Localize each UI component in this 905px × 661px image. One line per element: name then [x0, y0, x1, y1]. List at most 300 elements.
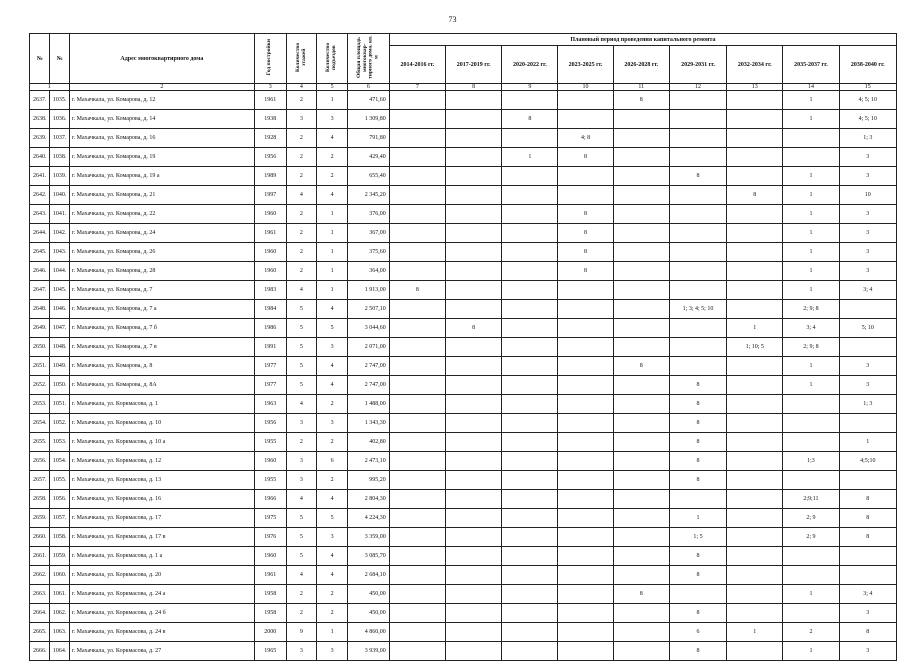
row-period-cell: [783, 395, 839, 414]
row-local-number: 1060.: [50, 566, 69, 585]
row-period-cell: [727, 110, 783, 129]
row-period-cell: 8: [669, 642, 726, 661]
row-period-cell: [558, 623, 613, 642]
row-year: 1960: [254, 262, 286, 281]
table-row: [30, 357, 897, 376]
row-period-cell: 2; 9: [783, 528, 839, 547]
row-year: 1958: [254, 604, 286, 623]
row-period-cell: [502, 528, 558, 547]
row-period-cell: 4; 5; 10: [839, 110, 896, 129]
row-period-cell: 8: [558, 148, 613, 167]
row-area: 3 044,60: [347, 319, 389, 338]
row-floors: 5: [286, 528, 317, 547]
row-period-cell: 1: [783, 186, 839, 205]
row-period-cell: [727, 642, 783, 661]
row-area: 450,00: [347, 604, 389, 623]
row-number: 2666.: [30, 642, 50, 661]
row-period-cell: 1; 3; 4; 5; 10: [669, 300, 726, 319]
column-number: 3: [254, 84, 286, 91]
period-group-header: Плановый период проведения капитального ремонта: [389, 34, 896, 46]
row-entrances: 1: [317, 91, 348, 110]
row-period-cell: [783, 148, 839, 167]
row-entrances: 4: [317, 376, 348, 395]
period-header: 2038-2040 гг.: [839, 46, 896, 84]
row-address: г. Махачкала, ул. Комарова, д. 7 в: [69, 338, 254, 357]
row-floors: 5: [286, 300, 317, 319]
row-period-cell: [502, 471, 558, 490]
row-period-cell: [669, 585, 726, 604]
row-year: 1976: [254, 528, 286, 547]
row-period-cell: [502, 224, 558, 243]
row-area: 3 085,70: [347, 547, 389, 566]
page-number: 73: [448, 15, 457, 24]
row-period-cell: 8: [669, 471, 726, 490]
row-entrances: 4: [317, 490, 348, 509]
row-year: 1960: [254, 547, 286, 566]
row-period-cell: [727, 490, 783, 509]
row-year: 1960: [254, 243, 286, 262]
row-period-cell: 1: [783, 110, 839, 129]
row-address: г. Махачкала, ул. Коркмасова, д. 10 а: [69, 433, 254, 452]
row-entrances: 1: [317, 262, 348, 281]
row-period-cell: [446, 243, 502, 262]
row-period-cell: [558, 319, 613, 338]
row-entrances: 4: [317, 357, 348, 376]
column-number: 13: [727, 84, 783, 91]
row-year: 1977: [254, 376, 286, 395]
row-number: 2642.: [30, 186, 50, 205]
row-year: 1928: [254, 129, 286, 148]
row-year: 1938: [254, 110, 286, 129]
row-period-cell: [613, 129, 669, 148]
row-period-cell: 8: [613, 585, 669, 604]
row-address: г. Махачкала, ул. Коркмасова, д. 13: [69, 471, 254, 490]
row-period-cell: [389, 205, 445, 224]
row-period-cell: [613, 376, 669, 395]
row-period-cell: [558, 585, 613, 604]
row-local-number: 1053.: [50, 433, 69, 452]
row-period-cell: [727, 262, 783, 281]
col-header-no: №: [30, 34, 50, 84]
row-entrances: 4: [317, 129, 348, 148]
row-period-cell: 1; 3: [839, 395, 896, 414]
row-period-cell: 1: [783, 281, 839, 300]
table-row: [30, 566, 897, 585]
row-floors: 2: [286, 167, 317, 186]
row-local-number: 1041.: [50, 205, 69, 224]
col-header-area: Общая площадь многоквар-тирного дома, кв. м: [347, 34, 389, 84]
column-number: 15: [839, 84, 896, 91]
row-period-cell: [446, 452, 502, 471]
table-row: [30, 490, 897, 509]
row-year: 1956: [254, 414, 286, 433]
table-row: [30, 509, 897, 528]
row-year: 1955: [254, 433, 286, 452]
row-period-cell: [502, 357, 558, 376]
row-number: 2654.: [30, 414, 50, 433]
row-period-cell: 3: [839, 262, 896, 281]
row-period-cell: [446, 262, 502, 281]
row-period-cell: 8: [446, 319, 502, 338]
row-period-cell: [558, 452, 613, 471]
row-period-cell: [613, 642, 669, 661]
row-period-cell: [389, 319, 445, 338]
row-period-cell: [783, 566, 839, 585]
row-period-cell: 1: [783, 243, 839, 262]
row-period-cell: 8: [669, 167, 726, 186]
period-header: 2023-2025 гг.: [558, 46, 613, 84]
row-year: 1958: [254, 585, 286, 604]
row-period-cell: [502, 205, 558, 224]
row-period-cell: [446, 528, 502, 547]
row-period-cell: 8: [669, 566, 726, 585]
row-period-cell: [669, 148, 726, 167]
table-row: [30, 262, 897, 281]
row-number: 2652.: [30, 376, 50, 395]
row-local-number: 1059.: [50, 547, 69, 566]
period-header: 2032-2034 гг.: [727, 46, 783, 84]
row-number: 2641.: [30, 167, 50, 186]
table-row: [30, 547, 897, 566]
row-period-cell: 10: [839, 186, 896, 205]
row-period-cell: [389, 148, 445, 167]
row-period-cell: 8: [558, 224, 613, 243]
row-period-cell: [446, 205, 502, 224]
row-area: 402,80: [347, 433, 389, 452]
table-row: [30, 281, 897, 300]
row-entrances: 5: [317, 319, 348, 338]
col-header-year: Год постройки: [254, 34, 286, 84]
row-number: 2662.: [30, 566, 50, 585]
row-number: 2655.: [30, 433, 50, 452]
row-period-cell: [502, 509, 558, 528]
row-floors: 4: [286, 281, 317, 300]
row-address: г. Махачкала, ул. Коркмасова, д. 1 а: [69, 547, 254, 566]
row-local-number: 1064.: [50, 642, 69, 661]
row-period-cell: [669, 91, 726, 110]
row-floors: 5: [286, 357, 317, 376]
table-row: [30, 205, 897, 224]
row-period-cell: [558, 91, 613, 110]
row-period-cell: [389, 300, 445, 319]
row-period-cell: 1: [727, 319, 783, 338]
row-local-number: 1062.: [50, 604, 69, 623]
row-period-cell: [613, 319, 669, 338]
row-period-cell: [669, 490, 726, 509]
row-year: 1989: [254, 167, 286, 186]
row-period-cell: 1: [783, 357, 839, 376]
row-period-cell: [558, 642, 613, 661]
row-address: г. Махачкала, ул. Коркмасова, д. 10: [69, 414, 254, 433]
row-period-cell: [558, 528, 613, 547]
row-period-cell: [389, 91, 445, 110]
row-period-cell: [669, 338, 726, 357]
row-entrances: 2: [317, 395, 348, 414]
row-period-cell: [446, 110, 502, 129]
row-address: г. Махачкала, ул. Коркмасова, д. 24 б: [69, 604, 254, 623]
row-period-cell: 8: [839, 509, 896, 528]
row-period-cell: [446, 433, 502, 452]
row-period-cell: [727, 509, 783, 528]
row-address: г. Махачкала, ул. Комарова, д. 14: [69, 110, 254, 129]
row-period-cell: [669, 281, 726, 300]
row-year: 1963: [254, 395, 286, 414]
row-period-cell: 8: [669, 433, 726, 452]
row-address: г. Махачкала, ул. Комарова, д. 28: [69, 262, 254, 281]
column-number: 7: [389, 84, 445, 91]
row-number: 2656.: [30, 452, 50, 471]
row-period-cell: [446, 471, 502, 490]
row-entrances: 1: [317, 623, 348, 642]
row-period-cell: [446, 148, 502, 167]
column-number: 4: [286, 84, 317, 91]
row-period-cell: 1;3: [783, 452, 839, 471]
table-row: [30, 129, 897, 148]
row-period-cell: 3: [839, 642, 896, 661]
row-floors: 2: [286, 585, 317, 604]
row-entrances: 2: [317, 471, 348, 490]
table-row: [30, 623, 897, 642]
row-floors: 2: [286, 91, 317, 110]
row-floors: 4: [286, 566, 317, 585]
row-year: 1960: [254, 452, 286, 471]
row-period-cell: 3: [839, 243, 896, 262]
row-period-cell: 2; 9; 8: [783, 338, 839, 357]
row-number: 2659.: [30, 509, 50, 528]
row-period-cell: [783, 604, 839, 623]
row-period-cell: [558, 604, 613, 623]
row-period-cell: 8: [839, 623, 896, 642]
row-period-cell: [669, 205, 726, 224]
row-period-cell: 8: [613, 91, 669, 110]
row-entrances: 1: [317, 205, 348, 224]
row-area: 2 507,10: [347, 300, 389, 319]
row-period-cell: [502, 186, 558, 205]
row-period-cell: [613, 243, 669, 262]
column-number: 8: [446, 84, 502, 91]
row-floors: 5: [286, 319, 317, 338]
row-number: 2657.: [30, 471, 50, 490]
row-period-cell: [613, 338, 669, 357]
row-period-cell: 1: [669, 509, 726, 528]
row-period-cell: [502, 129, 558, 148]
row-address: г. Махачкала, ул. Комарова, д. 22: [69, 205, 254, 224]
row-entrances: 4: [317, 186, 348, 205]
row-period-cell: [783, 471, 839, 490]
row-floors: 5: [286, 509, 317, 528]
row-period-cell: [613, 205, 669, 224]
row-period-cell: [613, 547, 669, 566]
row-period-cell: [669, 357, 726, 376]
row-address: г. Махачкала, ул. Комарова, д. 21: [69, 186, 254, 205]
row-local-number: 1055.: [50, 471, 69, 490]
row-area: 791,80: [347, 129, 389, 148]
row-address: г. Махачкала, ул. Коркмасова, д. 17 в: [69, 528, 254, 547]
row-period-cell: [389, 357, 445, 376]
row-area: 364,00: [347, 262, 389, 281]
row-period-cell: [389, 471, 445, 490]
row-period-cell: 8: [669, 376, 726, 395]
column-number: 5: [317, 84, 348, 91]
row-entrances: 1: [317, 224, 348, 243]
row-period-cell: [839, 547, 896, 566]
row-year: 1997: [254, 186, 286, 205]
row-entrances: 4: [317, 566, 348, 585]
row-period-cell: [727, 547, 783, 566]
row-period-cell: [727, 433, 783, 452]
row-period-cell: 3; 4: [839, 585, 896, 604]
row-floors: 3: [286, 110, 317, 129]
column-number: 1: [30, 84, 70, 91]
row-period-cell: [502, 585, 558, 604]
column-number: 11: [613, 84, 669, 91]
row-floors: 2: [286, 205, 317, 224]
row-area: 3 359,00: [347, 528, 389, 547]
row-period-cell: [558, 357, 613, 376]
row-period-cell: [502, 376, 558, 395]
row-period-cell: [727, 566, 783, 585]
row-number: 2660.: [30, 528, 50, 547]
row-period-cell: [389, 452, 445, 471]
period-header: 2020-2022 гг.: [502, 46, 558, 84]
row-floors: 4: [286, 490, 317, 509]
period-header: 2026-2028 гг.: [613, 46, 669, 84]
row-period-cell: [558, 433, 613, 452]
row-floors: 3: [286, 414, 317, 433]
row-local-number: 1045.: [50, 281, 69, 300]
row-entrances: 2: [317, 585, 348, 604]
row-floors: 2: [286, 129, 317, 148]
row-period-cell: 8: [669, 414, 726, 433]
row-address: г. Махачкала, ул. Комарова, д. 7: [69, 281, 254, 300]
row-period-cell: 8: [558, 243, 613, 262]
row-period-cell: 3: [839, 224, 896, 243]
row-period-cell: [727, 300, 783, 319]
row-area: 4 860,00: [347, 623, 389, 642]
row-period-cell: 3; 4: [839, 281, 896, 300]
row-entrances: 3: [317, 338, 348, 357]
row-period-cell: [727, 395, 783, 414]
row-floors: 5: [286, 338, 317, 357]
row-number: 2638.: [30, 110, 50, 129]
row-period-cell: [446, 338, 502, 357]
row-local-number: 1044.: [50, 262, 69, 281]
row-period-cell: [669, 319, 726, 338]
row-period-cell: 1: [727, 623, 783, 642]
row-period-cell: [502, 642, 558, 661]
row-period-cell: [502, 623, 558, 642]
row-period-cell: 8: [839, 528, 896, 547]
period-header: 2014-2016 гг.: [389, 46, 445, 84]
row-period-cell: [446, 186, 502, 205]
row-year: 1961: [254, 224, 286, 243]
row-area: 995,20: [347, 471, 389, 490]
row-period-cell: [613, 281, 669, 300]
col-header-entrances: Количество подъездов: [317, 34, 348, 84]
row-number: 2639.: [30, 129, 50, 148]
row-period-cell: [502, 604, 558, 623]
row-period-cell: [727, 281, 783, 300]
row-period-cell: 3: [839, 148, 896, 167]
row-year: 1961: [254, 91, 286, 110]
row-area: 2 071,00: [347, 338, 389, 357]
row-local-number: 1043.: [50, 243, 69, 262]
row-year: 1986: [254, 319, 286, 338]
row-period-cell: [727, 167, 783, 186]
row-entrances: 1: [317, 281, 348, 300]
row-period-cell: [446, 376, 502, 395]
row-period-cell: 2: [783, 623, 839, 642]
row-period-cell: [613, 414, 669, 433]
row-address: г. Махачкала, ул. Комарова, д. 8: [69, 357, 254, 376]
row-period-cell: [558, 281, 613, 300]
row-floors: 2: [286, 262, 317, 281]
row-period-cell: [389, 110, 445, 129]
row-period-cell: [613, 300, 669, 319]
row-period-cell: [389, 186, 445, 205]
row-number: 2643.: [30, 205, 50, 224]
row-period-cell: [502, 433, 558, 452]
row-address: г. Махачкала, ул. Коркмасова, д. 27: [69, 642, 254, 661]
row-period-cell: [727, 604, 783, 623]
row-period-cell: [669, 262, 726, 281]
row-local-number: 1040.: [50, 186, 69, 205]
row-period-cell: [613, 433, 669, 452]
row-period-cell: 3: [839, 376, 896, 395]
table-row: [30, 319, 897, 338]
row-area: 471,60: [347, 91, 389, 110]
row-period-cell: 4; 8: [558, 129, 613, 148]
table-row: [30, 414, 897, 433]
row-period-cell: [727, 129, 783, 148]
row-local-number: 1037.: [50, 129, 69, 148]
column-number: 6: [347, 84, 389, 91]
row-period-cell: [613, 471, 669, 490]
table-row: [30, 224, 897, 243]
row-period-cell: [502, 262, 558, 281]
row-period-cell: 1: [783, 91, 839, 110]
row-period-cell: [389, 414, 445, 433]
row-area: 1 913,00: [347, 281, 389, 300]
row-address: г. Махачкала, ул. Коркмасова, д. 1: [69, 395, 254, 414]
row-period-cell: [558, 300, 613, 319]
row-period-cell: [613, 110, 669, 129]
table-row: [30, 395, 897, 414]
row-period-cell: 6: [669, 623, 726, 642]
row-address: г. Махачкала, ул. Комарова, д. 12: [69, 91, 254, 110]
row-number: 2664.: [30, 604, 50, 623]
row-floors: 4: [286, 186, 317, 205]
row-period-cell: [727, 224, 783, 243]
row-entrances: 2: [317, 167, 348, 186]
row-area: 375,60: [347, 243, 389, 262]
row-area: 367,00: [347, 224, 389, 243]
table-row: [30, 452, 897, 471]
row-entrances: 3: [317, 642, 348, 661]
row-entrances: 2: [317, 433, 348, 452]
row-period-cell: [727, 376, 783, 395]
row-period-cell: [389, 528, 445, 547]
row-period-cell: [502, 452, 558, 471]
row-period-cell: [613, 490, 669, 509]
table-row: [30, 642, 897, 661]
row-number: 2653.: [30, 395, 50, 414]
row-floors: 3: [286, 642, 317, 661]
row-local-number: 1046.: [50, 300, 69, 319]
table-row: [30, 300, 897, 319]
row-local-number: 1035.: [50, 91, 69, 110]
row-year: 1975: [254, 509, 286, 528]
